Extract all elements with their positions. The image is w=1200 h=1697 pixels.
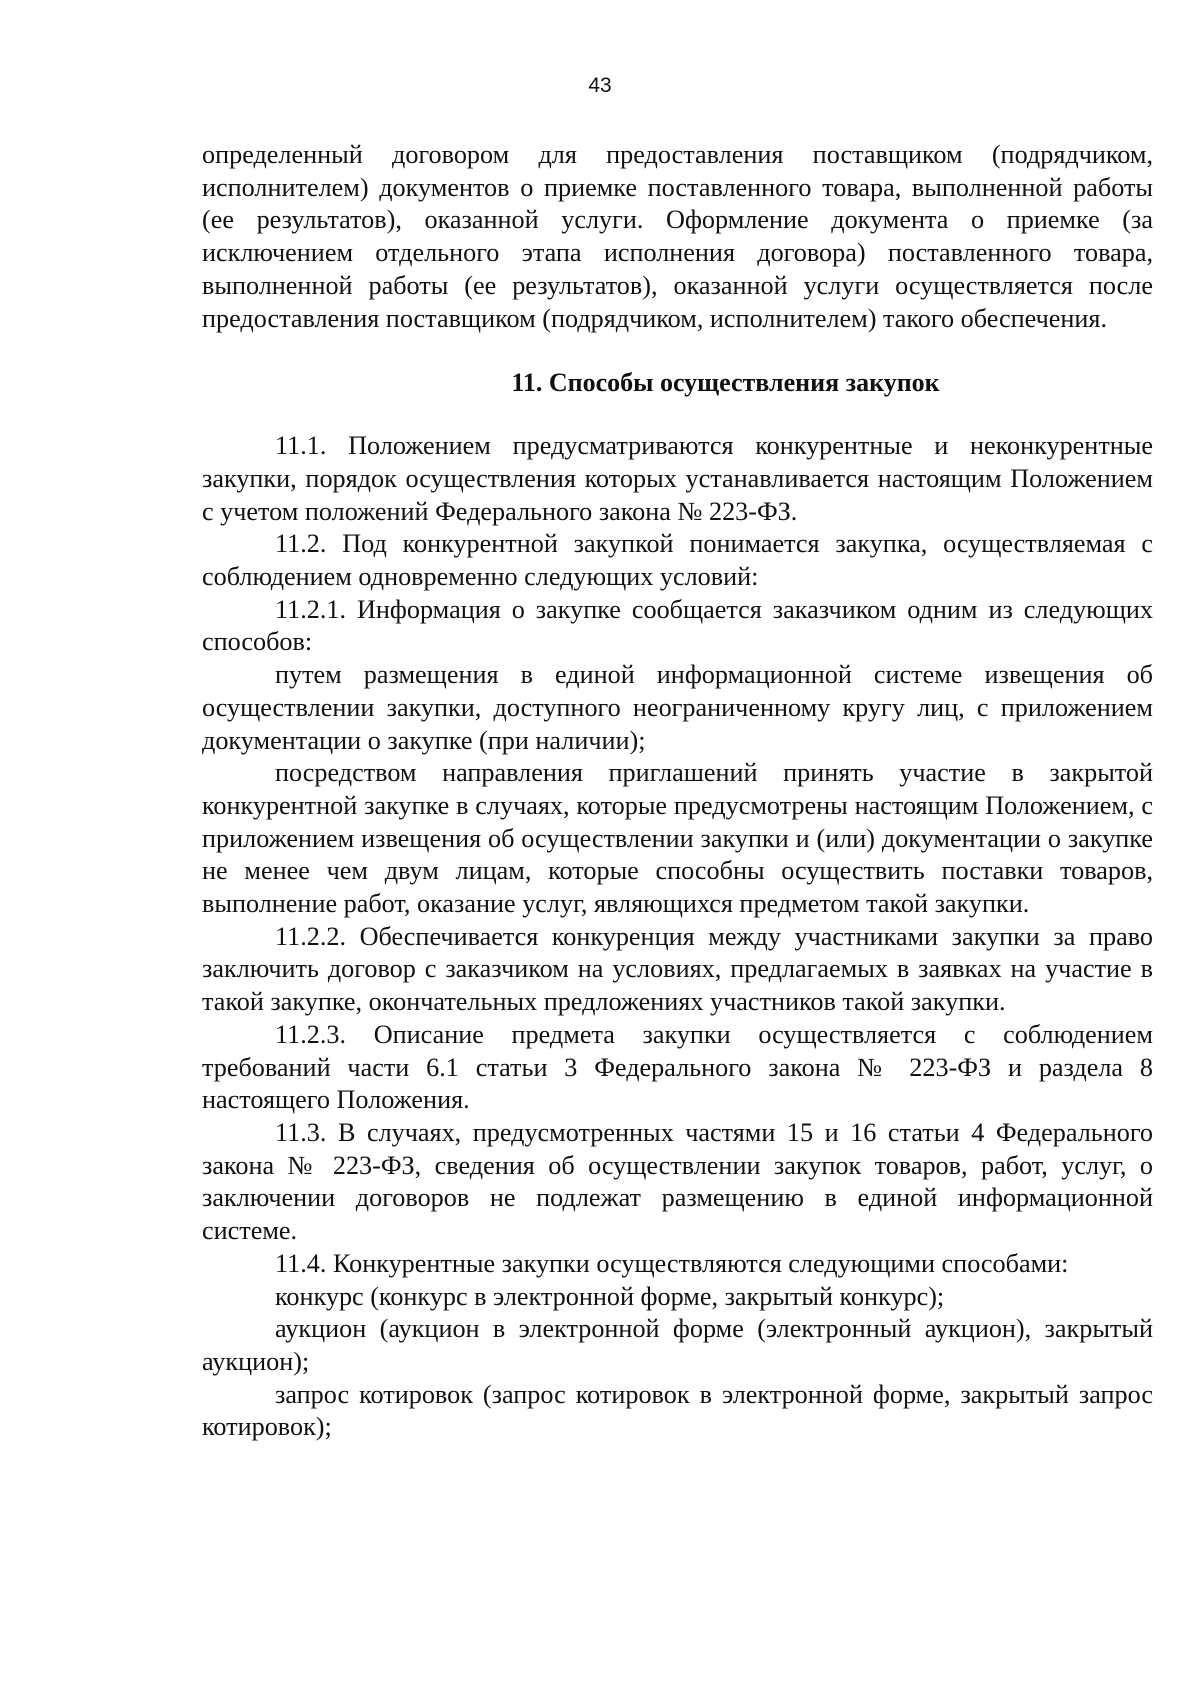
paragraph-11-3: 11.3. В случаях, предусмотренных частями 15 и 16 статьи 4 Федерального закона № 223-ФЗ, сведения об осуществлении закупок товаров, работ, услуг, о заключении договоров не подлежат размещению в единой информационной системе. — [202, 1117, 1153, 1246]
paragraph-zapros-kotirovok: запрос котировок (запрос котировок в электронной форме, закрытый запрос котировок); — [202, 1379, 1153, 1442]
paragraph-method-invitations: посредством направления приглашений принять участие в закрытой конкурентной закупке в случаях, которые предусмотрены настоящим Положением, с приложением извещения об осуществлении закупки и (или) документации о закупке не менее чем двум лицам, которые способны осуществить поставки товаров, выполнение работ, оказание услуг, являющихся предметом такой закупки. — [202, 758, 1153, 919]
paragraph-11-2-1: 11.2.1. Информация о закупке сообщается заказчиком одним из следующих способов: — [202, 594, 1153, 657]
paragraph-11-4: 11.4. Конкурентные закупки осуществляются следующими способами: — [275, 1248, 1069, 1278]
page-number: 43 — [588, 74, 612, 97]
paragraph-auktsion: аукцион (аукцион в электронной форме (электронный аукцион), закрытый аукцион); — [202, 1314, 1153, 1376]
paragraph-11-2-3: 11.2.3. Описание предмета закупки осуществляется с соблюдением требований части 6.1 статьи 3 Федерального закона № 223-ФЗ и раздела 8 настоящего Положения. — [202, 1019, 1153, 1115]
intro-paragraph: определенный договором для предоставления поставщиком (подрядчиком, исполнителем) документов о приемке поставленного товара, выполненной работы (ее результатов), оказанной услуги. Оформление документа о приемке (за исключением отдельного этапа исполнения договора) поставленного товара, выполненной работы (ее результатов), оказанной услуги осуществляется после предоставления поставщиком (подрядчиком, исполнителем) такого обеспечения. — [202, 140, 1153, 333]
section-title: 11. Способы осуществления закупок — [511, 368, 940, 398]
paragraph-konkurs: конкурс (конкурс в электронной форме, закрытый конкурс); — [275, 1281, 945, 1311]
paragraph-11-2-2: 11.2.2. Обеспечивается конкуренция между участниками закупки за право заключить договор с заказчиком на условиях, предлагаемых в заявках на участие в такой закупке, окончательных предложениях участников такой закупки. — [202, 921, 1153, 1017]
paragraph-11-1: 11.1. Положением предусматриваются конкурентные и неконкурентные закупки, порядок осуществления которых устанавливается настоящим Положением с учетом положений Федерального закона № 223-ФЗ. — [202, 431, 1153, 526]
paragraph-method-eis: путем размещения в единой информационной системе извещения об осуществлении закупки, доступного неограниченному кругу лиц, с приложением документации о закупке (при наличии); — [202, 660, 1153, 755]
document-body — [202, 139, 1153, 1444]
paragraph-11-2: 11.2. Под конкурентной закупкой понимается закупка, осуществляемая с соблюдением одновременно следующих условий: — [202, 529, 1153, 592]
